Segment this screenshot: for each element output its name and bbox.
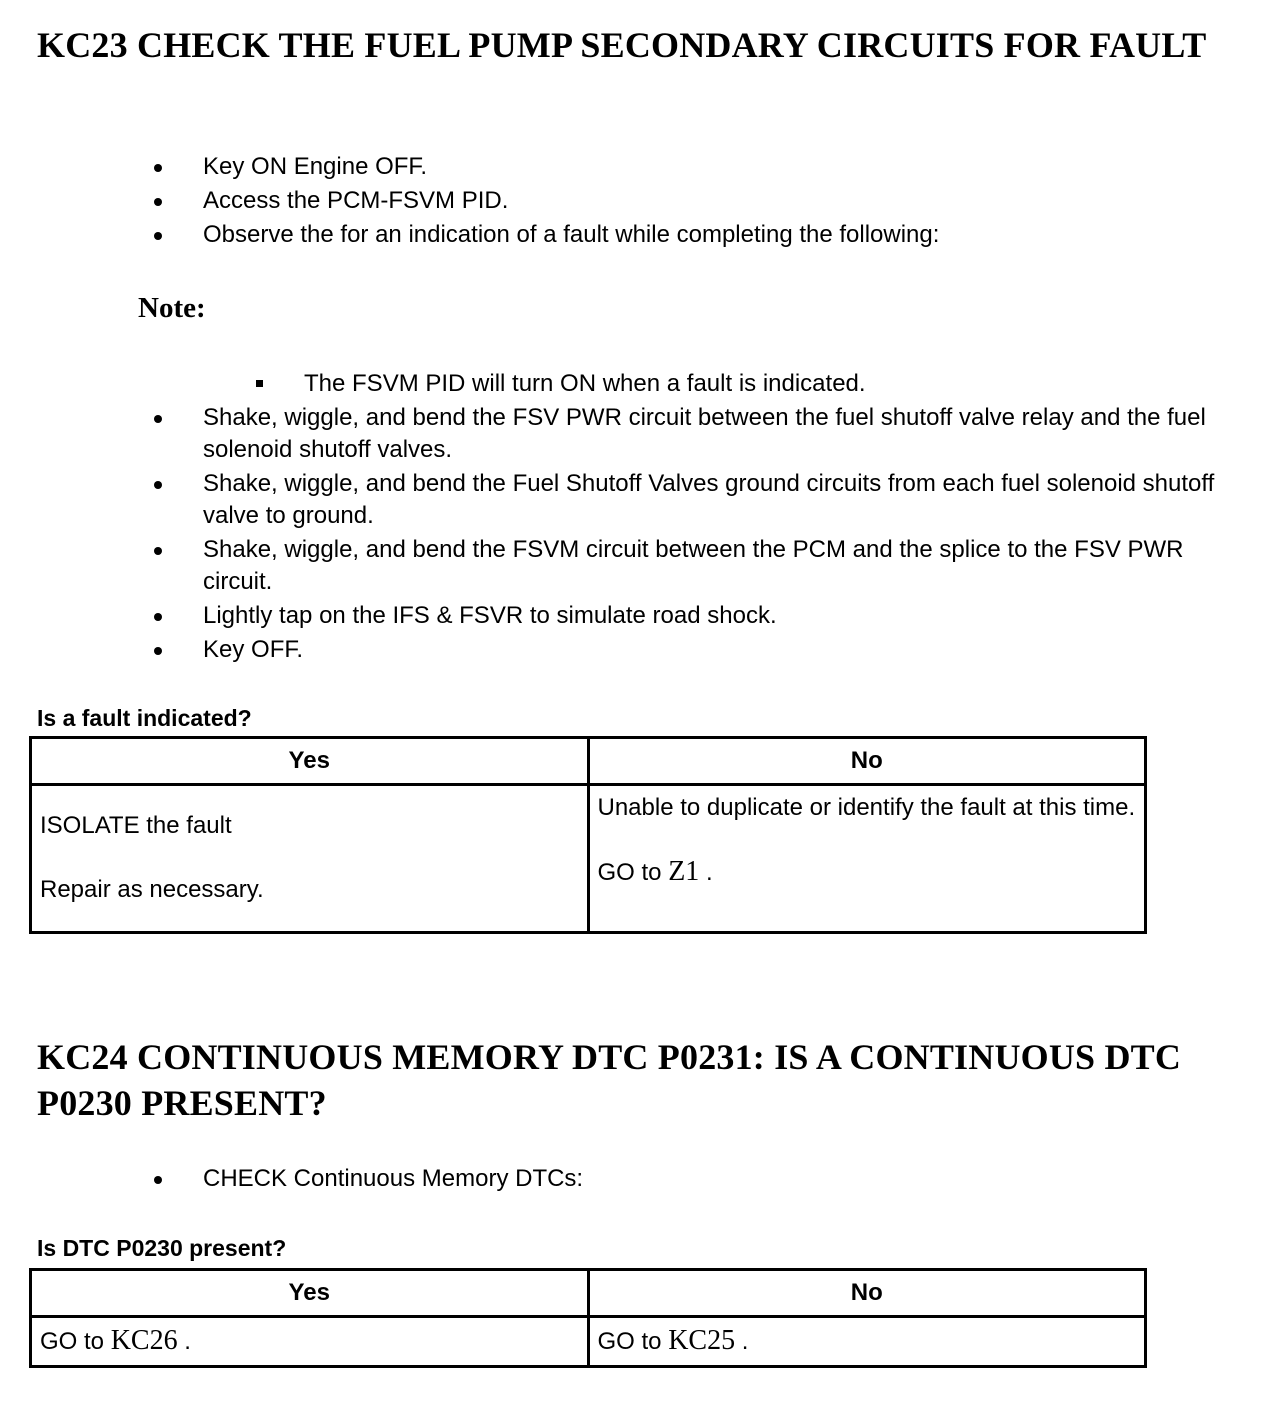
kc24-step-list: [0, 1163, 1264, 1197]
kc24-heading: KC24 CONTINUOUS MEMORY DTC P0231: IS A CONTINUOUS DTC P0230 PRESENT?: [37, 1037, 1182, 1123]
kc23-step-list-continued: [0, 368, 1264, 668]
link-z1[interactable]: Z1: [668, 856, 700, 887]
kc23-decision-table: [29, 736, 1147, 934]
link-kc26[interactable]: KC26: [110, 1325, 178, 1356]
yes-header: Yes: [31, 1270, 589, 1317]
yes-header: Yes: [31, 738, 589, 785]
link-kc25[interactable]: KC25: [668, 1325, 736, 1356]
list-item: Key OFF.: [0, 634, 1264, 666]
list-item: Observe the for an indication of a fault while completing the following:: [0, 219, 1264, 251]
kc24-decision-table: [29, 1268, 1147, 1368]
kc23-question: Is a fault indicated?: [37, 705, 252, 731]
no-header: No: [588, 738, 1146, 785]
bullet-icon: [154, 547, 162, 555]
no-action: Unable to duplicate or identify the fault at this time.: [597, 794, 1136, 821]
yes-go-to: GO to KC26 .: [40, 1325, 191, 1356]
table-header-row: [31, 1270, 1146, 1317]
list-item: Shake, wiggle, and bend the FSV PWR circuit between the fuel shutoff valve relay and the fuel solenoid shutoff valves.: [0, 402, 1264, 466]
bullet-icon: [154, 1176, 162, 1184]
no-go-to: GO to Z1 .: [597, 856, 713, 887]
square-bullet-icon: [256, 380, 263, 387]
table-header-row: [31, 738, 1146, 785]
no-cell: [588, 785, 1146, 933]
no-go-to: GO to KC25 .: [597, 1325, 749, 1356]
bullet-icon: [154, 481, 162, 489]
kc23-step-list: [0, 151, 1264, 253]
kc24-question: Is DTC P0230 present?: [37, 1235, 287, 1261]
bullet-icon: [154, 198, 162, 206]
list-item: CHECK Continuous Memory DTCs:: [0, 1163, 1264, 1195]
note-label: Note:: [138, 292, 206, 324]
bullet-icon: [154, 415, 162, 423]
list-item: Shake, wiggle, and bend the Fuel Shutoff Valves ground circuits from each fuel solenoid shutoff valve to ground.: [0, 468, 1264, 532]
list-item: Key ON Engine OFF.: [0, 151, 1264, 183]
note-item: The FSVM PID will turn ON when a fault is indicated.: [0, 368, 1264, 400]
table-row: [31, 1317, 1146, 1367]
yes-cell: [31, 1317, 589, 1367]
no-cell: [588, 1317, 1146, 1367]
list-item: Lightly tap on the IFS & FSVR to simulate road shock.: [0, 600, 1264, 632]
yes-cell: [31, 785, 589, 933]
list-item: Shake, wiggle, and bend the FSVM circuit between the PCM and the splice to the FSV PWR circuit.: [0, 534, 1264, 598]
bullet-icon: [154, 232, 162, 240]
no-header: No: [588, 1270, 1146, 1317]
yes-action: ISOLATE the fault: [40, 812, 232, 839]
bullet-icon: [154, 647, 162, 655]
bullet-icon: [154, 613, 162, 621]
bullet-icon: [154, 164, 162, 172]
list-item: Access the PCM-FSVM PID.: [0, 185, 1264, 217]
yes-repair: Repair as necessary.: [40, 876, 264, 903]
table-row: [31, 785, 1146, 933]
kc23-heading: KC23 CHECK THE FUEL PUMP SECONDARY CIRCUITS FOR FAULT: [37, 25, 1207, 65]
